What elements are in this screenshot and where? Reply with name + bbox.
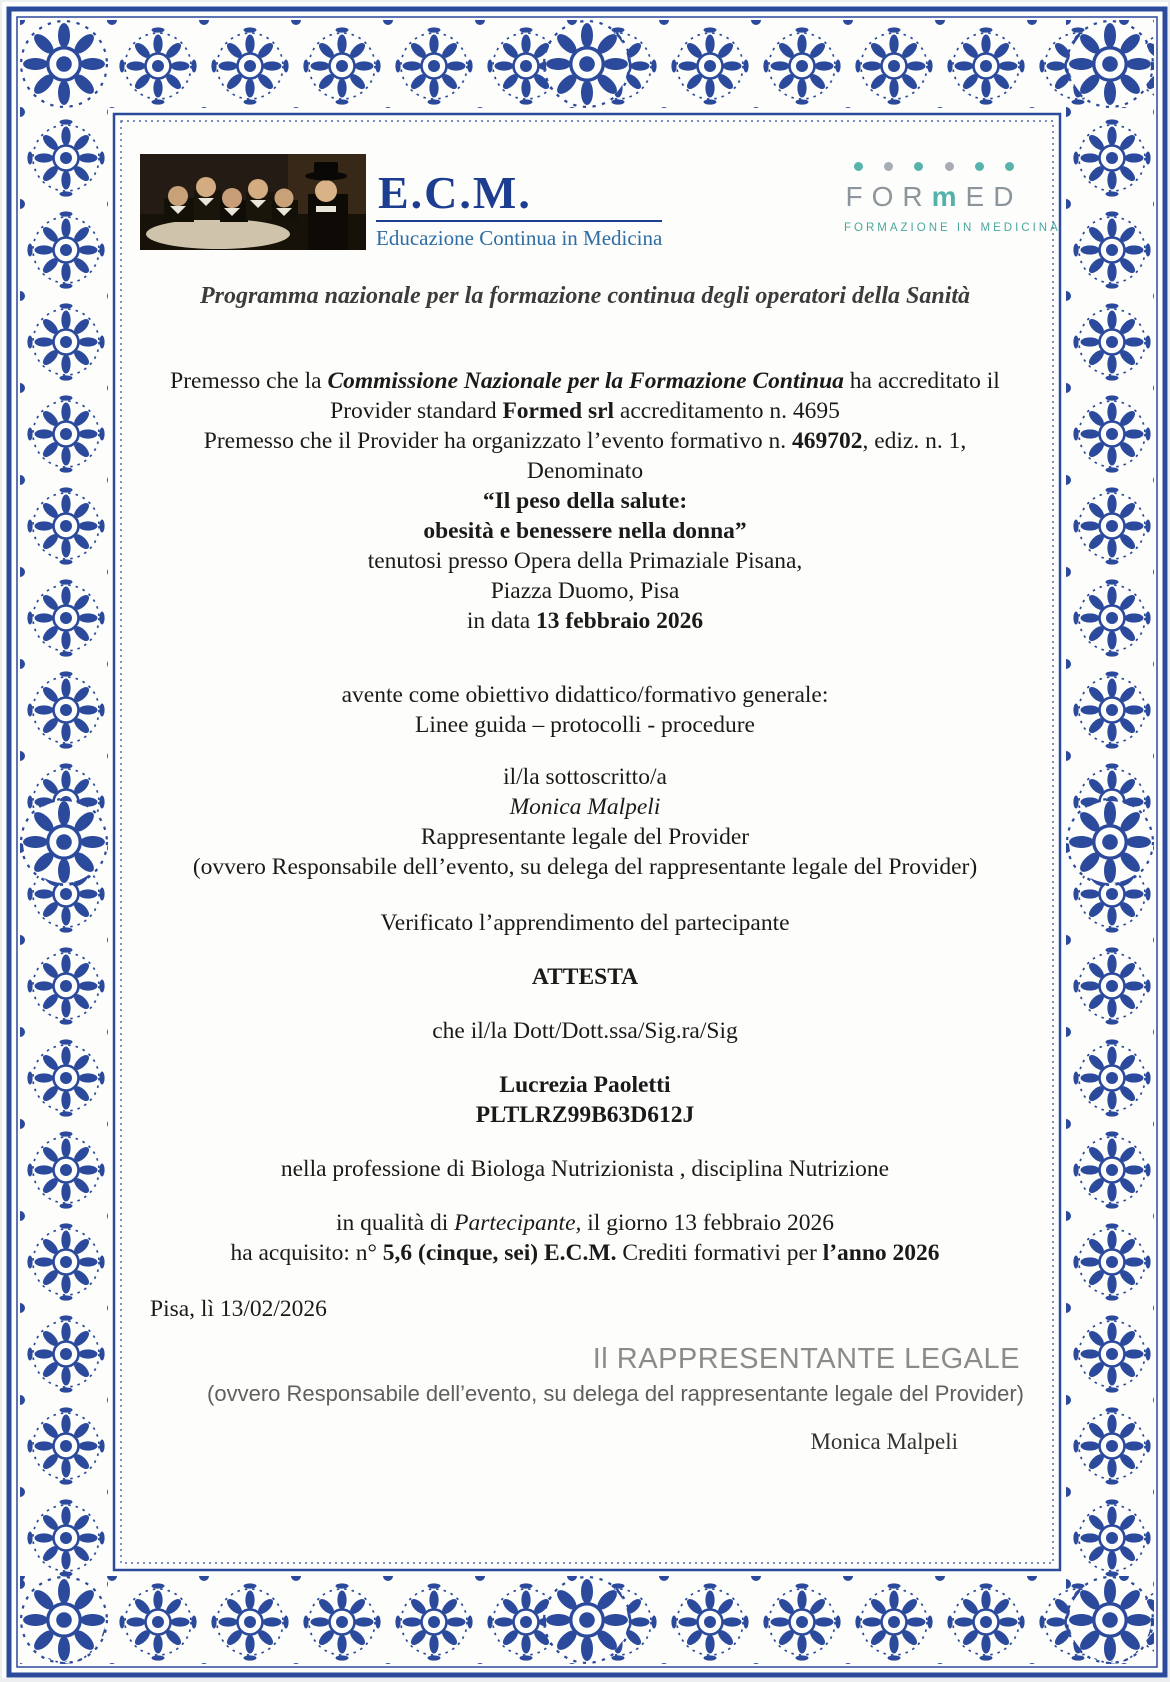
premise-line-3 bbox=[132, 426, 1038, 456]
dot-icon bbox=[945, 162, 954, 171]
text-segment: in data bbox=[466, 608, 537, 634]
dot-icon bbox=[914, 162, 923, 171]
text-segment: Crediti formativi per bbox=[616, 1240, 823, 1266]
signature-title: Il RAPPRESENTANTE LEGALE bbox=[592, 1343, 1020, 1375]
denominato-line: Denominato bbox=[526, 458, 644, 484]
premise-line-1 bbox=[132, 366, 1038, 396]
text-segment: accreditamento n. 4695 bbox=[614, 398, 840, 424]
text-segment: Formed srl bbox=[502, 398, 615, 424]
ecm-painting-image bbox=[140, 154, 366, 250]
formed-dots-icon bbox=[844, 162, 1024, 183]
verified-line: Verificato l’apprendimento del partecipante bbox=[380, 910, 790, 936]
ecm-subtitle: Educazione Continua in Medicina bbox=[376, 226, 663, 250]
event-title-line-2: obesità e benessere nella donna” bbox=[423, 518, 747, 544]
delegation-line: (ovvero Responsabile dell’evento, su delega del rappresentante legale del Provider) bbox=[192, 854, 978, 880]
signature-name: Monica Malpeli bbox=[810, 1429, 958, 1454]
venue-line-2: Piazza Duomo, Pisa bbox=[490, 578, 680, 604]
text-segment: , ediz. n. 1, bbox=[862, 428, 967, 454]
certificate-body bbox=[132, 366, 1038, 1457]
formed-subtitle: FORMAZIONE IN MEDICINA bbox=[844, 222, 1061, 234]
event-title-line-1: “Il peso della salute: bbox=[482, 488, 688, 514]
premise-line-2 bbox=[132, 396, 1038, 426]
objective-line-2: Linee guida – protocolli - procedure bbox=[415, 712, 755, 738]
certificate-content bbox=[132, 142, 1061, 1558]
formed-letter-m: m bbox=[931, 181, 966, 212]
dot-icon bbox=[854, 162, 863, 171]
text-segment: 13 febbraio 2026 bbox=[536, 608, 704, 634]
text-segment: l’anno 2026 bbox=[822, 1240, 940, 1266]
formed-letters: FOR bbox=[845, 181, 932, 212]
place-date-line: Pisa, lì 13/02/2026 bbox=[150, 1296, 327, 1322]
quality-line bbox=[132, 1208, 1038, 1238]
text-segment: in qualità di bbox=[336, 1210, 455, 1236]
objective-line-1: avente come obiettivo didattico/formativo generale: bbox=[341, 682, 829, 708]
event-date-line bbox=[132, 606, 1038, 636]
text-segment: ha acquisito: n° bbox=[230, 1240, 383, 1266]
program-header: Programma nazionale per la formazione continua degli operatori della Sanità bbox=[199, 283, 971, 309]
text-segment: 469702 bbox=[791, 428, 863, 454]
text-segment: Provider standard bbox=[330, 398, 503, 424]
text-segment: 5,6 (cinque, sei) E.C.M. bbox=[382, 1240, 617, 1266]
formed-logo bbox=[844, 154, 1061, 234]
participant-fiscal-code: PLTLRZ99B63D612J bbox=[475, 1102, 695, 1128]
formed-wordmark bbox=[844, 183, 1024, 211]
ecm-title: E.C.M. bbox=[376, 170, 662, 222]
logos-row bbox=[132, 142, 1061, 251]
dot-icon bbox=[1005, 162, 1014, 171]
undersigned-line: il/la sottoscritto/a bbox=[503, 764, 667, 790]
venue-line-1: tenutosi presso Opera della Primaziale Pisana, bbox=[367, 548, 803, 574]
certificate-page bbox=[2, 2, 1168, 1678]
attesta-heading: ATTESTA bbox=[531, 964, 639, 990]
legal-representative-name: Monica Malpeli bbox=[509, 794, 661, 820]
ecm-logo bbox=[140, 154, 662, 251]
signature-delegation: (ovvero Responsabile dell’evento, su delega del rappresentante legale del Provider) bbox=[207, 1381, 1024, 1406]
text-segment: ha accreditato il bbox=[843, 368, 1000, 394]
credits-line bbox=[132, 1238, 1038, 1268]
text-segment: Premesso che la bbox=[170, 368, 328, 394]
profession-line: nella professione di Biologa Nutrizionista , disciplina Nutrizione bbox=[280, 1156, 890, 1182]
that-line: che il/la Dott/Dott.ssa/Sig.ra/Sig bbox=[432, 1018, 738, 1044]
text-segment: Partecipante, bbox=[454, 1210, 582, 1236]
text-segment: Premesso che il Provider ha organizzato l’evento formativo n. bbox=[203, 428, 792, 454]
text-segment: il giorno 13 febbraio 2026 bbox=[581, 1210, 834, 1236]
ecm-logo-text bbox=[376, 154, 662, 251]
role-line: Rappresentante legale del Provider bbox=[420, 824, 750, 850]
participant-name: Lucrezia Paoletti bbox=[499, 1072, 671, 1098]
formed-letters: ED bbox=[965, 181, 1023, 212]
dot-icon bbox=[884, 162, 893, 171]
text-segment: Commissione Nazionale per la Formazione Continua bbox=[327, 368, 844, 394]
dot-icon bbox=[975, 162, 984, 171]
